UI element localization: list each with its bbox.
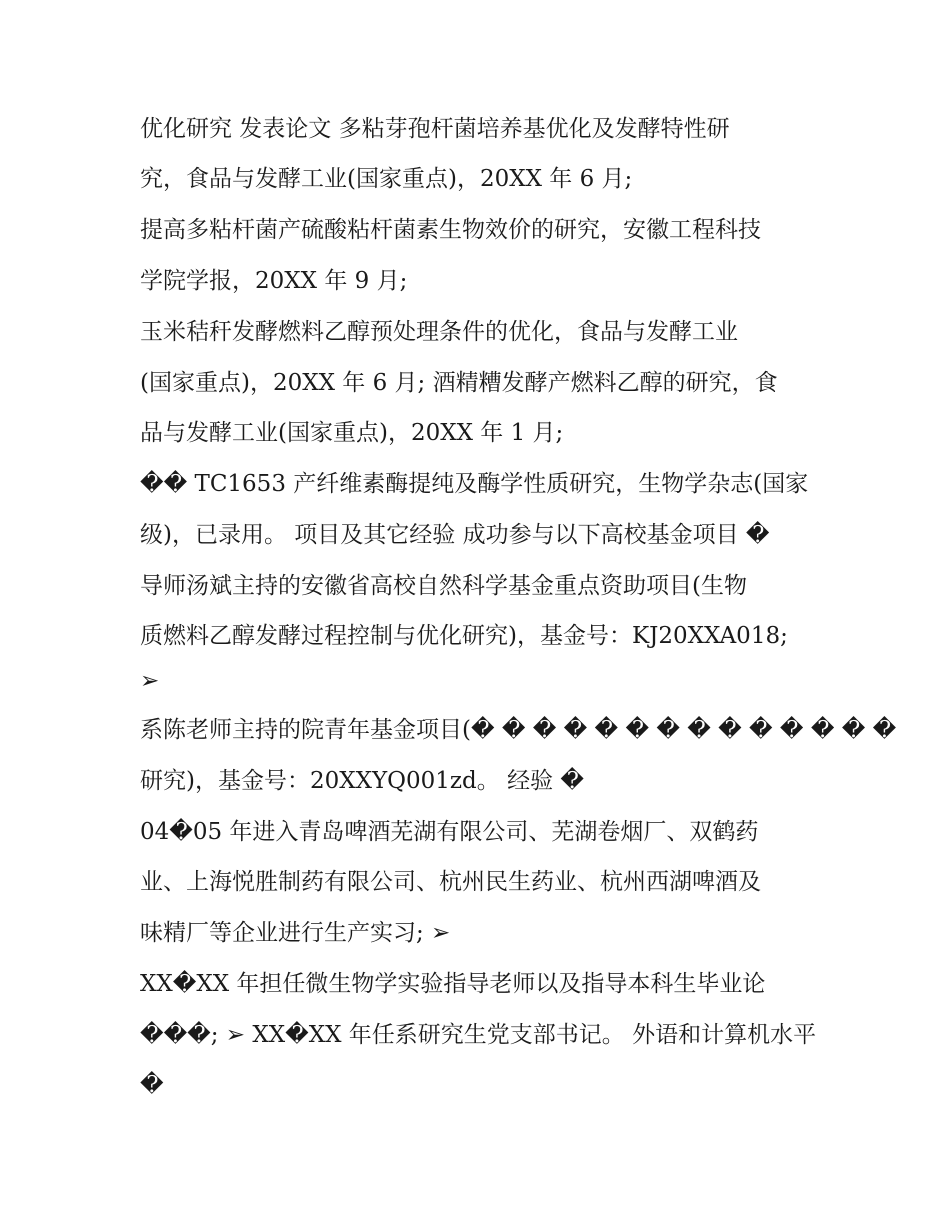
- text-line: 研究)，基金号：20XXYQ001zd。 经验 �: [140, 768, 584, 794]
- text-line: 品与发酵工业(国家重点)，20XX 年 1 月;: [140, 420, 564, 446]
- text-line: �� TC1653 产纤维素酶提纯及酶学性质研究，生物学杂志(国家: [140, 471, 809, 497]
- text-line: 玉米秸秆发酵燃料乙醇预处理条件的优化，食品与发酵工业: [140, 319, 738, 345]
- text-line: 优化研究 发表论文 多粘芽孢杆菌培养基优化及发酵特性研: [140, 116, 730, 142]
- text-line: 业、上海悦胜制药有限公司、杭州民生药业、杭州西湖啤酒及: [140, 869, 761, 895]
- text-line: 质燃料乙醇发酵过程控制与优化研究)，基金号：KJ20XXA018;: [140, 623, 788, 649]
- text-line: 导师汤斌主持的安徽省高校自然科学基金重点资助项目(生物: [140, 573, 747, 599]
- text-line: XX�XX 年担任微生物学实验指导老师以及指导本科生毕业论: [140, 971, 766, 997]
- arrow-bullet: ➢: [140, 668, 160, 694]
- text-line: 究，食品与发酵工业(国家重点)，20XX 年 6 月;: [140, 166, 633, 192]
- text-line: �: [140, 1072, 164, 1098]
- text-line: 味精厂等企业进行生产实习; ➢: [140, 920, 451, 946]
- text-line: 04�05 年进入青岛啤酒芜湖有限公司、芜湖卷烟厂、双鹤药: [140, 819, 759, 845]
- text-line: 级)，已录用。 项目及其它经验 成功参与以下高校基金项目 �: [140, 522, 770, 548]
- text-line: ���; ➢ XX�XX 年任系研究生党支部书记。 外语和计算机水平: [140, 1022, 817, 1048]
- text-line: 系陈老师主持的院青年基金项目(� � � � � � � � � � � � � �: [140, 717, 897, 743]
- text-line: 提高多粘杆菌产硫酸粘杆菌素生物效价的研究，安徽工程科技: [140, 217, 761, 243]
- text-line: (国家重点)，20XX 年 6 月; 酒精糟发酵产燃料乙醇的研究，食: [140, 370, 778, 396]
- text-line: 学院学报，20XX 年 9 月;: [140, 268, 408, 294]
